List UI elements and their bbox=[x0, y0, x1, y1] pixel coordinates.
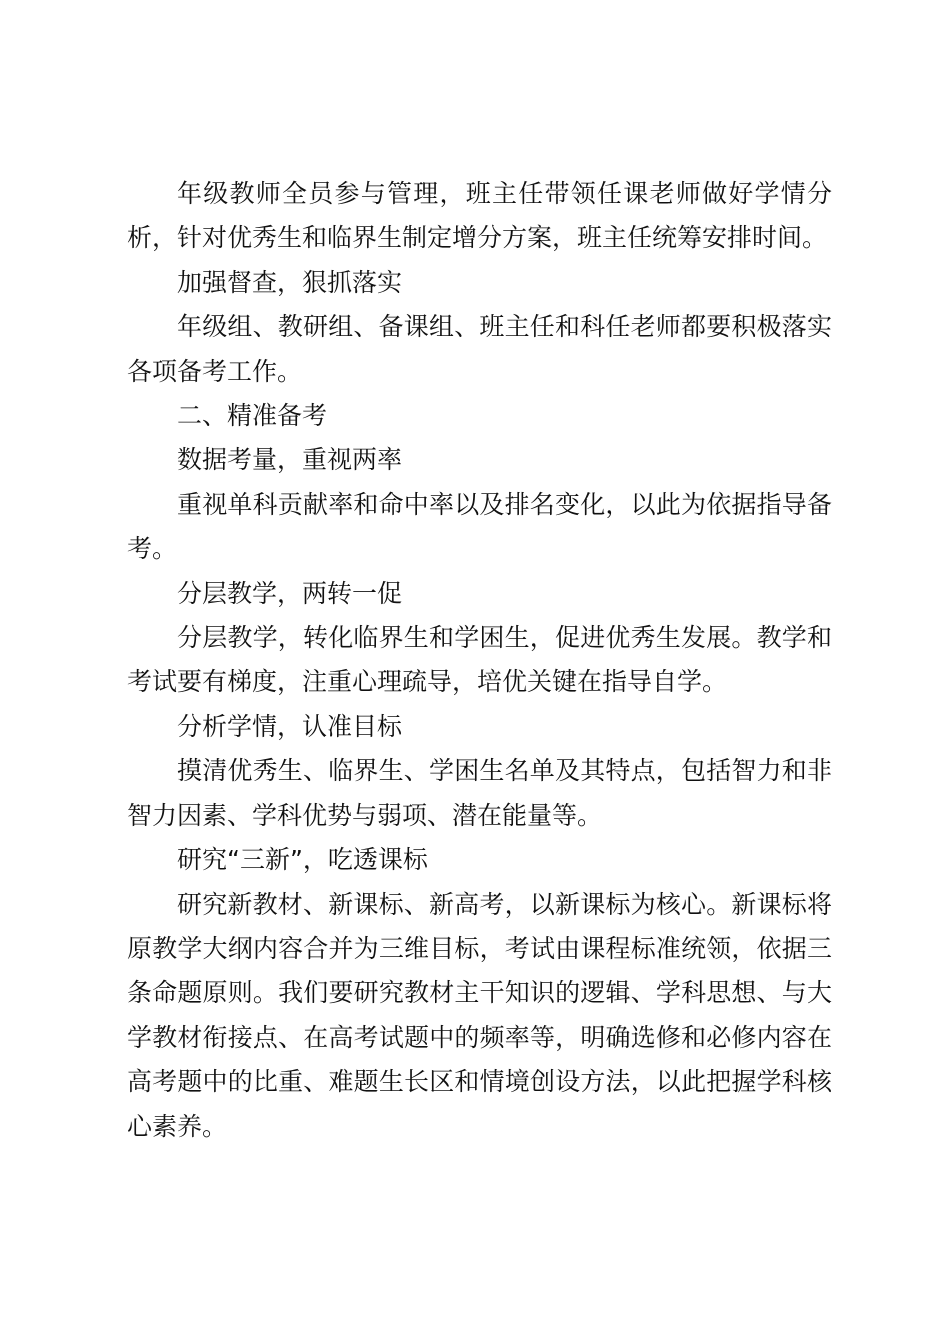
section-heading-precise-preparation: 二、精准备考 bbox=[177, 401, 328, 431]
paragraph-data-analysis: 重视单科贡献率和命中率以及排名变化，以此为依据指导备考。 bbox=[127, 489, 832, 564]
paragraph-supervision: 年级组、教研组、备课组、班主任和科任老师都要积极落实各项备考工作。 bbox=[127, 312, 832, 386]
heading-learning-analysis: 分析学情，认准目标 bbox=[177, 711, 403, 741]
heading-data-analysis: 数据考量，重视两率 bbox=[177, 445, 403, 475]
paragraph-management: 年级教师全员参与管理，班主任带领任课老师做好学情分析，针对优秀生和临界生制定增分方案，班主任统筹安排时间。 bbox=[127, 179, 832, 253]
heading-layered-teaching: 分层教学，两转一促 bbox=[177, 578, 403, 608]
paragraph-learning-analysis: 摸清优秀生、临界生、学困生名单及其特点，包括智力和非智力因素、学科优势与弱项、潜在能量等。 bbox=[127, 756, 832, 830]
heading-curriculum-research: 研究“三新”，吃透课标 bbox=[177, 845, 428, 875]
document-body bbox=[127, 172, 832, 1149]
paragraph-curriculum-research: 研究新教材、新课标、新高考，以新课标为核心。新课标将原教学大纲内容合并为三维目标，考试由课程标准统领，依据三条命题原则。我们要研究教材主干知识的逻辑、学科思想、与大学教材衔接点、在高考试题中的频率等，明确选修和必修内容在高考题中的比重、难题生长区和情境创设方法，以此把握学科核心素养。 bbox=[127, 889, 832, 1141]
heading-supervision: 加强督查，狠抓落实 bbox=[177, 267, 403, 297]
paragraph-layered-teaching: 分层教学，转化临界生和学困生，促进优秀生发展。教学和考试要有梯度，注重心理疏导，培优关键在指导自学。 bbox=[127, 623, 832, 697]
